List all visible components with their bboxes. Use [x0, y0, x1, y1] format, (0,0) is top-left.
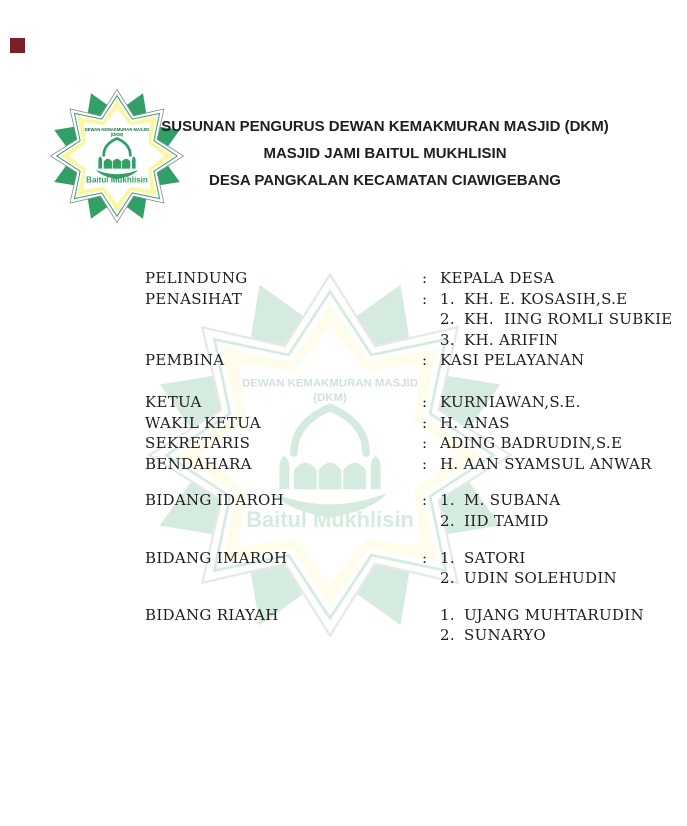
colon-separator: :: [422, 434, 428, 453]
roster-line: [145, 350, 645, 371]
colon-separator: [422, 511, 440, 532]
colon-separator: [422, 605, 440, 626]
position-label: [145, 330, 422, 351]
person-name: IID TAMID: [464, 511, 549, 530]
position-label: BIDANG IMAROH: [145, 548, 288, 567]
person-name: SATORI: [464, 548, 526, 567]
corner-marker: [10, 38, 25, 53]
person-name: SUNARYO: [464, 626, 547, 645]
person-name: KH. E. KOSASIH,S.E: [464, 289, 628, 308]
roster-line: [145, 454, 652, 475]
roster-line: [145, 511, 645, 532]
position-label: PEMBINA: [145, 351, 225, 370]
colon-separator: :: [422, 269, 428, 287]
person-name: KASI PELAYANAN: [440, 351, 585, 370]
colon-separator: :: [422, 491, 428, 510]
position-label: PELINDUNG: [145, 269, 248, 287]
position-label: [145, 568, 422, 589]
colon-separator: :: [422, 289, 428, 308]
roster-line: [145, 413, 645, 434]
colon-separator: [422, 330, 440, 351]
person-name: KH. IING ROMLI SUBKIE: [464, 310, 673, 329]
item-number: 2.: [440, 310, 455, 329]
item-number: 1.: [440, 491, 455, 510]
position-label: [145, 511, 422, 532]
item-number: 2.: [440, 626, 455, 645]
item-number: 3.: [440, 330, 455, 349]
roster-group: [145, 605, 645, 646]
colon-separator: :: [422, 413, 428, 432]
position-label: PENASIHAT: [145, 289, 242, 308]
svg-text:(DKM): (DKM): [110, 132, 124, 138]
colon-separator: [422, 309, 440, 330]
roster-group: [145, 268, 673, 371]
roster-line: [145, 268, 645, 289]
person-name: UJANG MUHTARUDIN: [464, 605, 644, 624]
colon-separator: [422, 568, 440, 589]
item-number: 1.: [440, 289, 455, 308]
title-line-3: DESA PANGKALAN KECAMATAN CIAWIGEBANG: [209, 172, 561, 189]
colon-separator: :: [422, 351, 428, 370]
position-label: WAKIL KETUA: [145, 413, 261, 432]
svg-text:DEWAN KEMAKMURAN MASJID: DEWAN KEMAKMURAN MASJID: [242, 377, 418, 390]
title-line-1: SUSUNAN PENGURUS DEWAN KEMAKMURAN MASJID (DKM): [161, 118, 609, 135]
position-label: [145, 309, 422, 330]
roster-line: [145, 433, 645, 454]
colon-separator: :: [422, 454, 428, 473]
person-name: KURNIAWAN,S.E.: [440, 392, 581, 411]
person-name: ADING BADRUDIN,S.E: [440, 434, 623, 453]
roster-group: [145, 548, 645, 589]
roster-line: [145, 490, 645, 511]
roster-group: [145, 490, 645, 531]
item-number: 2.: [440, 569, 455, 588]
item-number: 2.: [440, 511, 455, 530]
colon-separator: [422, 625, 440, 646]
person-name: KEPALA DESA: [440, 269, 555, 287]
person-name: KH. ARIFIN: [464, 330, 559, 349]
item-number: 1.: [440, 605, 455, 624]
position-label: BENDAHARA: [145, 454, 252, 473]
roster-line: [145, 568, 645, 589]
svg-text:DEWAN KEMAKMURAN MASJID: DEWAN KEMAKMURAN MASJID: [84, 126, 150, 132]
position-label: BIDANG RIAYAH: [145, 605, 279, 624]
svg-text:Baitul Mukhlisin: Baitul Mukhlisin: [246, 507, 414, 533]
roster-line: [145, 548, 645, 569]
roster-line: [145, 392, 645, 413]
roster-line: [145, 289, 645, 310]
document-title: [160, 113, 610, 194]
roster-line: [145, 625, 645, 646]
person-name: H. ANAS: [440, 413, 510, 432]
position-label: SEKRETARIS: [145, 434, 251, 453]
roster-line: [145, 330, 645, 351]
roster-line: [145, 605, 645, 626]
svg-text:(DKM): (DKM): [313, 391, 347, 404]
roster-list: [145, 268, 673, 646]
person-name: M. SUBANA: [464, 491, 561, 510]
position-label: [145, 625, 422, 646]
roster-group: [145, 392, 652, 474]
item-number: 1.: [440, 548, 455, 567]
person-name: H. AAN SYAMSUL ANWAR: [440, 454, 652, 473]
title-line-2: MASJID JAMI BAITUL MUKHLISIN: [263, 145, 507, 162]
svg-text:Baitul Mukhlisin: Baitul Mukhlisin: [86, 175, 148, 185]
colon-separator: :: [422, 548, 428, 567]
position-label: BIDANG IDAROH: [145, 491, 285, 510]
colon-separator: :: [422, 392, 428, 411]
position-label: KETUA: [145, 392, 202, 411]
person-name: UDIN SOLEHUDIN: [464, 569, 617, 588]
roster-line: [145, 309, 673, 330]
